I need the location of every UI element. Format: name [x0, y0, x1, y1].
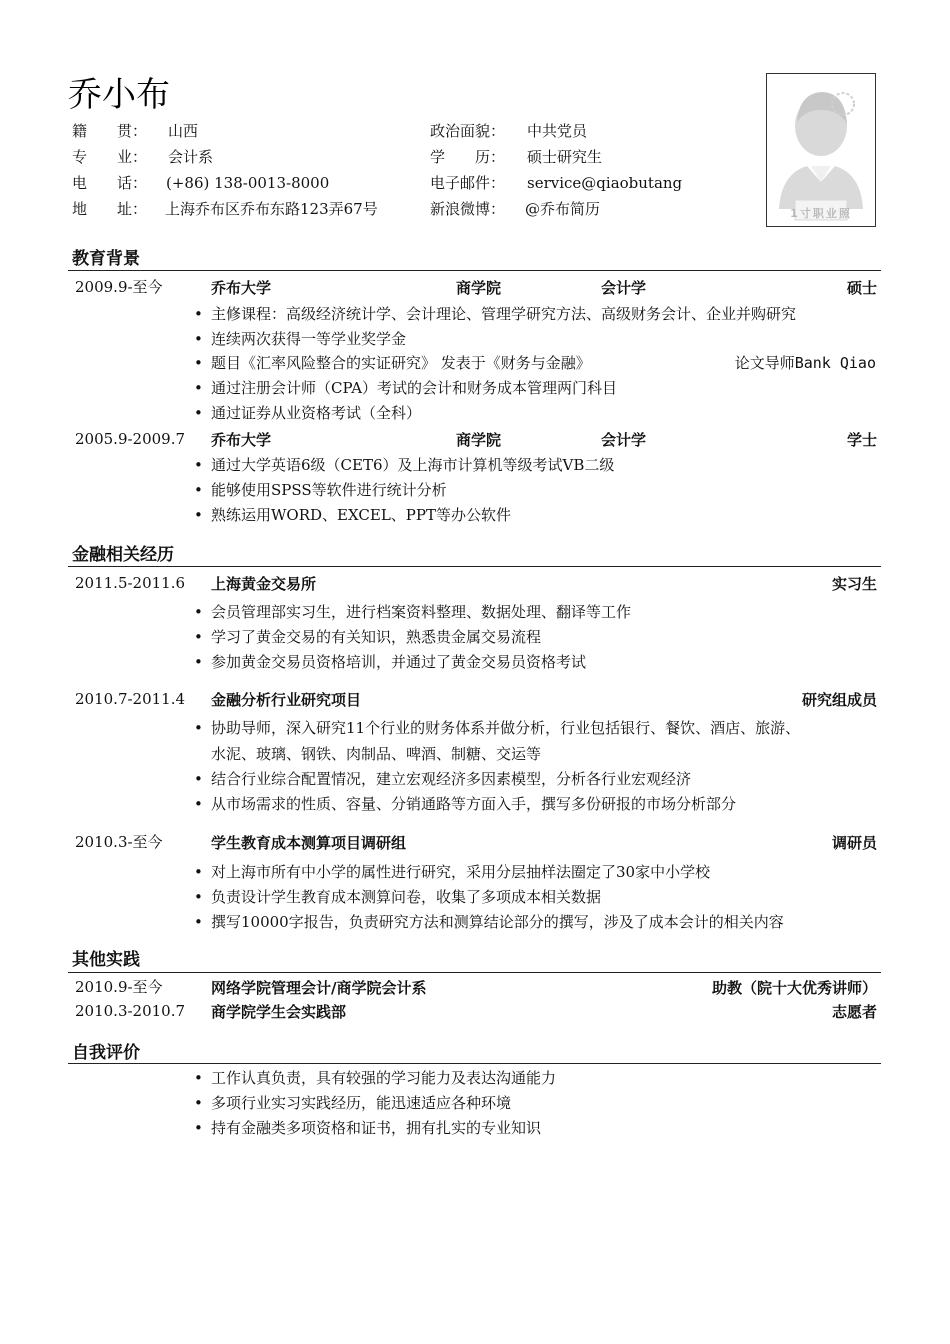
exp-role: 研究组成员 — [801, 691, 877, 709]
section-divider — [68, 566, 881, 567]
edu-date: 2009.9-至今 — [75, 278, 163, 296]
edu-college: 商学院 — [456, 431, 502, 449]
exp-date: 2010.7-2011.4 — [75, 690, 186, 708]
edu-degree: 硕士 — [846, 279, 877, 297]
practice-date: 2010.9-至今 — [75, 978, 163, 996]
section-title-finance: 金融相关经历 — [72, 545, 174, 565]
exp-org: 上海黄金交易所 — [211, 575, 317, 593]
exp-date: 2011.5-2011.6 — [75, 574, 186, 592]
practice-role: 志愿者 — [831, 1003, 877, 1021]
exp-date: 2010.3-至今 — [75, 833, 163, 851]
edu-major: 会计学 — [601, 431, 647, 449]
edu-major: 会计学 — [601, 279, 647, 297]
practice-org: 网络学院管理会计/商学院会计系 — [211, 979, 427, 997]
exp-org: 金融分析行业研究项目 — [211, 691, 362, 709]
info-value: 山西 — [168, 122, 199, 140]
resume-name: 乔小布 — [68, 75, 170, 115]
info-value: service@qiaobutang — [527, 174, 683, 192]
practice-org: 商学院学生会实践部 — [211, 1003, 347, 1021]
section-title-education: 教育背景 — [72, 249, 140, 269]
info-value: 会计系 — [168, 148, 214, 166]
edu-college: 商学院 — [456, 279, 502, 297]
thesis-advisor: 论文导师Bank Qiao — [734, 354, 876, 372]
section-title-practice: 其他实践 — [72, 950, 140, 970]
info-label: 新浪微博： — [430, 200, 506, 218]
info-label: 电 话： — [72, 174, 148, 192]
exp-org: 学生教育成本测算项目调研组 — [211, 834, 407, 852]
info-value: 上海乔布区乔布东路123弄67号 — [165, 200, 378, 218]
edu-date: 2005.9-2009.7 — [75, 430, 186, 448]
practice-date: 2010.3-2010.7 — [75, 1002, 186, 1020]
section-divider — [68, 1063, 881, 1064]
exp-role: 调研员 — [831, 834, 877, 852]
info-value: @乔布简历 — [525, 200, 601, 218]
info-label: 政治面貌： — [430, 122, 506, 140]
edu-degree: 学士 — [846, 431, 877, 449]
edu-school: 乔布大学 — [211, 431, 272, 449]
section-title-self: 自我评价 — [72, 1043, 140, 1063]
profile-photo — [766, 73, 876, 227]
info-label: 电子邮件： — [430, 174, 506, 192]
info-label: 专 业： — [72, 148, 148, 166]
section-divider — [68, 270, 881, 271]
photo-caption: 1寸职业照 — [790, 207, 852, 220]
list-item-continuation: 水泥、玻璃、钢铁、肉制品、啤酒、制糖、交运等 — [211, 745, 542, 763]
exp-role: 实习生 — [831, 575, 877, 593]
info-value: 中共党员 — [527, 122, 588, 140]
info-label: 地 址： — [72, 200, 148, 218]
person-silhouette-icon — [767, 74, 875, 226]
info-value: (+86) 138-0013-8000 — [166, 174, 330, 192]
section-divider — [68, 972, 881, 973]
edu-school: 乔布大学 — [211, 279, 272, 297]
info-value: 硕士研究生 — [527, 148, 603, 166]
info-label: 学 历： — [430, 148, 506, 166]
practice-role: 助教（院十大优秀讲师） — [711, 979, 877, 997]
info-label: 籍 贯： — [72, 122, 148, 140]
